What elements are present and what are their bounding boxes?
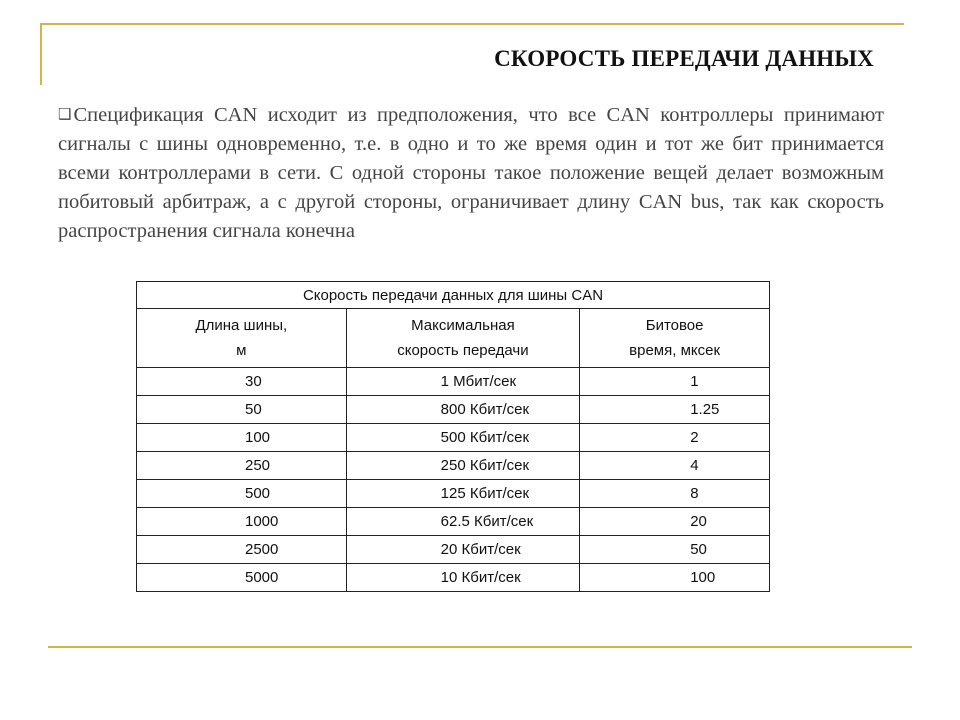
table-row xyxy=(137,452,770,480)
cell-speed: 800 Кбит/сек xyxy=(346,396,580,424)
cell-length: 250 xyxy=(137,452,347,480)
table-row xyxy=(137,480,770,508)
table-row xyxy=(137,536,770,564)
cell-length: 5000 xyxy=(137,564,347,592)
table-row xyxy=(137,564,770,592)
cell-length: 50 xyxy=(137,396,347,424)
cell-length: 500 xyxy=(137,480,347,508)
cell-speed: 500 Кбит/сек xyxy=(346,424,580,452)
top-divider-line xyxy=(40,23,904,25)
can-speed-table xyxy=(136,281,770,592)
slide-title: СКОРОСТЬ ПЕРЕДАЧИ ДАННЫХ xyxy=(494,46,874,71)
cell-bit-time: 20 xyxy=(580,508,770,536)
cell-length: 100 xyxy=(137,424,347,452)
header-bit-time-line2: время, мксек xyxy=(629,342,721,359)
cell-bit-time: 50 xyxy=(580,536,770,564)
header-max-speed xyxy=(346,309,580,368)
cell-speed: 10 Кбит/сек xyxy=(346,564,580,592)
cell-bit-time: 100 xyxy=(580,564,770,592)
left-accent-line xyxy=(40,23,42,85)
table-row xyxy=(137,396,770,424)
cell-length: 2500 xyxy=(137,536,347,564)
header-bit-time xyxy=(580,309,770,368)
header-max-speed-line1: Максимальная xyxy=(411,317,515,334)
table-caption: Скорость передачи данных для шины CAN xyxy=(137,282,770,309)
header-bus-length xyxy=(137,309,347,368)
cell-speed: 62.5 Кбит/сек xyxy=(346,508,580,536)
cell-speed: 20 Кбит/сек xyxy=(346,536,580,564)
table-row xyxy=(137,424,770,452)
cell-speed: 1 Мбит/сек xyxy=(346,368,580,396)
cell-speed: 250 Кбит/сек xyxy=(346,452,580,480)
cell-speed: 125 Кбит/сек xyxy=(346,480,580,508)
header-bus-length-line2: м xyxy=(236,342,247,359)
header-bit-time-line1: Битовое xyxy=(645,317,704,334)
spec-paragraph xyxy=(58,100,884,246)
cell-bit-time: 8 xyxy=(580,480,770,508)
cell-bit-time: 1.25 xyxy=(580,396,770,424)
table-row xyxy=(137,368,770,396)
header-bus-length-line1: Длина шины, xyxy=(195,317,288,334)
bottom-divider-line xyxy=(48,646,912,648)
checkbox-bullet-icon: ❑ xyxy=(58,105,72,123)
table-row xyxy=(137,508,770,536)
cell-bit-time: 4 xyxy=(580,452,770,480)
cell-bit-time: 2 xyxy=(580,424,770,452)
spec-paragraph-text: Спецификация CAN исходит из предположения, что все CAN контроллеры принимают сигналы с шины одновременно, т.е. в одно и то же время один и тот же бит принимается всеми контроллерами в сети. С одной стороны такое положение вещей делает возможным побитовый арбитраж, а с другой стороны, ограничивает длину CAN bus, так как скорость распространения сигнала конечна xyxy=(58,104,884,242)
cell-bit-time: 1 xyxy=(580,368,770,396)
cell-length: 30 xyxy=(137,368,347,396)
header-max-speed-line2: скорость передачи xyxy=(397,342,529,359)
cell-length: 1000 xyxy=(137,508,347,536)
